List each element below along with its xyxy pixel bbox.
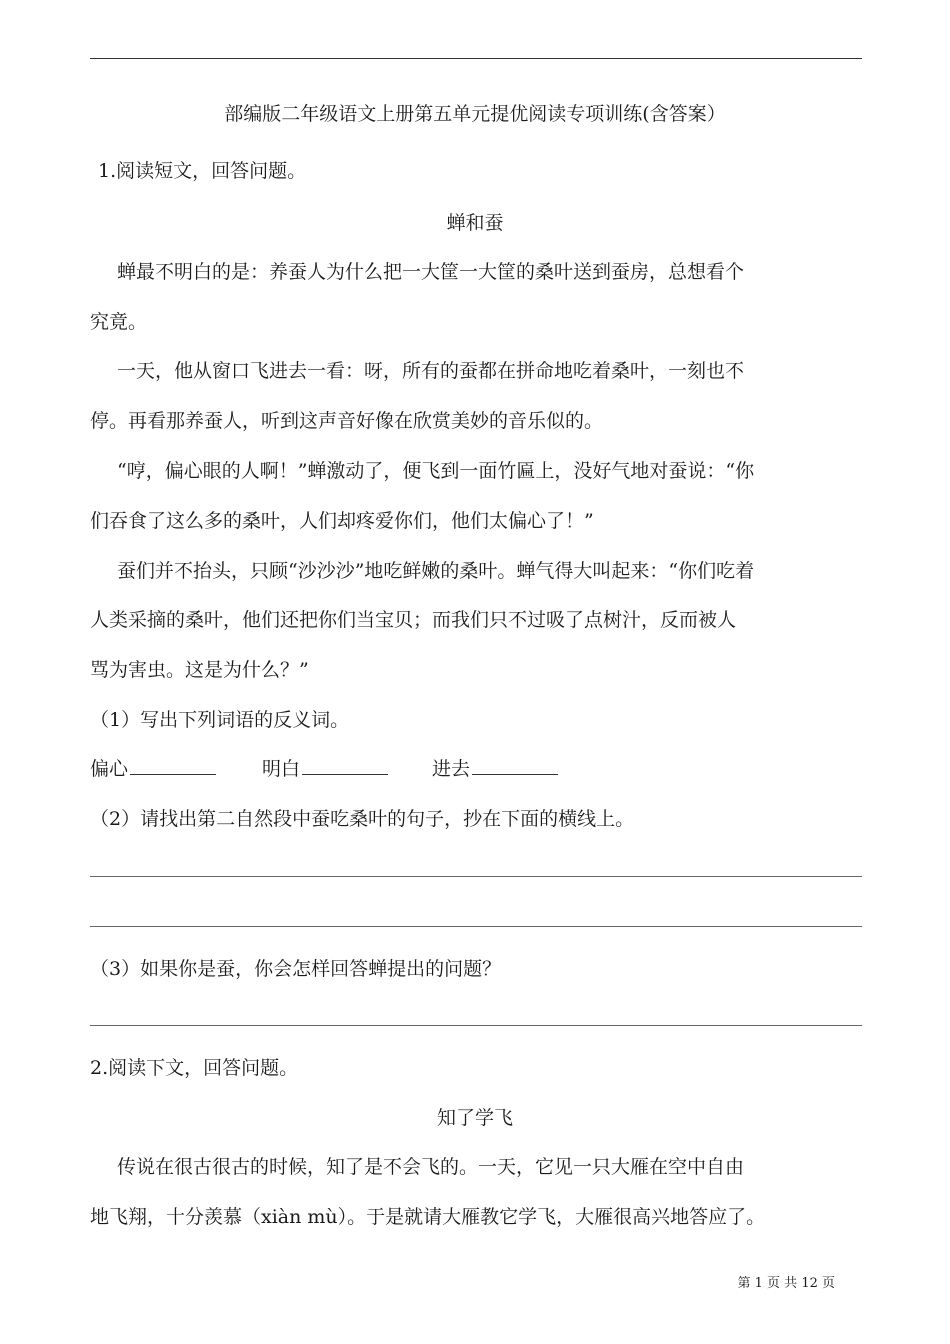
passage-2-line: 传说在很古很古的时候，知了是不会飞的。一天，它见一只大雁在空中自由 [117,1156,745,1178]
antonym-blank[interactable] [130,756,216,775]
passage-1-line: “哼，偏心眼的人啊！”蝉激动了，便飞到一面竹匾上，没好气地对蚕说：“你 [117,460,755,482]
passage-1-line: 蚕们并不抬头，只顾“沙沙沙”地吃鲜嫩的桑叶。蝉气得大叫起来：“你们吃着 [117,560,755,582]
passage-1-line: 蝉最不明白的是：养蚕人为什么把一大筐一大筐的桑叶送到蚕房，总想看个 [117,261,745,283]
passage-1-title: 蝉和蚕 [446,212,504,234]
answer-line[interactable] [90,876,862,877]
question-2-heading: 2.阅读下文，回答问题。 [90,1057,299,1079]
sub-question-3: （3）如果你是蚕，你会怎样回答蝉提出的问题？ [90,958,502,980]
passage-1-line: 们吞食了这么多的桑叶，人们却疼爱你们，他们太偏心了！” [90,510,594,532]
document-title: 部编版二年级语文上册第五单元提优阅读专项训练(含答案） [224,103,726,125]
page-number: 第 1 页 共 12 页 [737,1276,835,1291]
antonym-blank[interactable] [302,756,388,775]
antonym-word: 偏心 [90,758,129,780]
question-1-heading: 1.阅读短文，回答问题。 [98,160,307,182]
passage-1-line: 究竟。 [90,311,148,333]
passage-1-line: 停。再看那养蚕人，听到这声音好像在欣赏美妙的音乐似的。 [90,410,604,432]
passage-2-title: 知了学飞 [436,1107,513,1129]
antonym-item [90,756,216,781]
answer-line[interactable] [90,926,862,927]
sub-question-2: （2）请找出第二自然段中蚕吃桑叶的句子，抄在下面的横线上。 [90,808,635,830]
passage-1-line: 骂为害虫。这是为什么？” [90,659,309,681]
passage-2-line: 地飞翔，十分羡慕（xiàn mù）。于是就请大雁教它学飞，大雁很高兴地答应了。 [90,1206,766,1228]
answer-line[interactable] [90,1025,862,1026]
sub-question-1: （1）写出下列词语的反义词。 [90,709,350,731]
antonym-item [262,756,388,781]
antonym-item [432,756,558,781]
antonym-blank[interactable] [472,756,558,775]
antonym-word: 明白 [262,758,301,780]
antonym-word: 进去 [432,758,471,780]
passage-1-line: 一天，他从窗口飞进去一看：呀，所有的蚕都在拼命地吃着桑叶，一刻也不 [117,360,745,382]
header-rule [90,58,862,59]
passage-1-line: 人类采摘的桑叶，他们还把你们当宝贝；而我们只不过吸了点树汁，反而被人 [90,609,737,631]
